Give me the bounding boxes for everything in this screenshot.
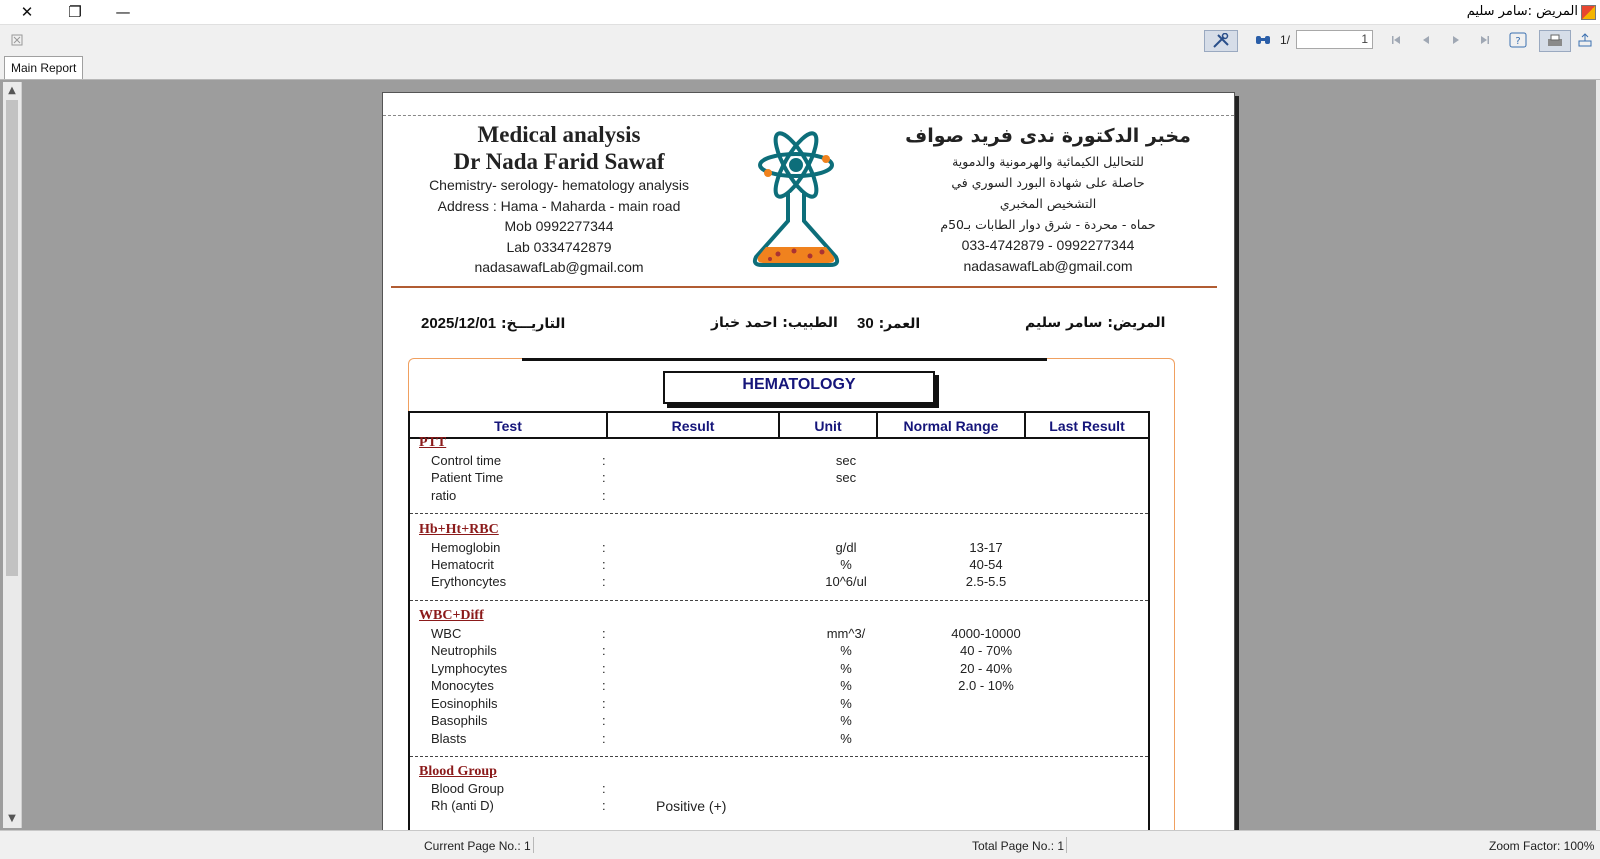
table-row: [431, 453, 1131, 470]
colon: :: [602, 540, 606, 555]
colon: :: [602, 626, 606, 641]
test-unit: %: [840, 731, 852, 746]
doctor-label: الطبيب:: [782, 315, 838, 331]
english-header: [411, 121, 707, 278]
patient-name: سامر سليم: [1025, 315, 1103, 331]
test-normal-range: 2.0 - 10%: [958, 678, 1014, 693]
col-unit: Unit: [780, 413, 878, 439]
help-icon[interactable]: [1508, 30, 1528, 50]
vertical-scrollbar[interactable]: [3, 82, 22, 828]
lab-email-ar: nadasawafLab@gmail.com: [963, 258, 1133, 274]
results-table-header: [408, 411, 1150, 439]
group-divider: [410, 756, 1148, 757]
patient-info: [1025, 315, 1165, 331]
colon: :: [602, 678, 606, 693]
scrollbar-thumb[interactable]: [6, 100, 18, 576]
test-normal-range: 20 - 40%: [959, 661, 1013, 676]
test-name: Basophils: [431, 713, 488, 728]
close-button[interactable]: [4, 0, 50, 24]
lab-line3-ar: التشخيص المخبري: [999, 196, 1097, 211]
colon: :: [602, 731, 606, 746]
lab-specialty-en: Chemistry- serology- hematology analysis: [429, 177, 689, 193]
first-page-icon[interactable]: [1388, 30, 1404, 50]
test-unit: %: [840, 713, 852, 728]
status-bar: [0, 830, 1600, 859]
table-row: [431, 678, 1131, 695]
scroll-down-icon[interactable]: ▼: [8, 812, 16, 824]
app-icon: [1581, 5, 1596, 20]
colon: :: [602, 798, 606, 813]
arabic-header: [898, 121, 1198, 277]
report-page: [382, 92, 1235, 832]
col-test: Test: [410, 413, 608, 439]
test-name: Control time: [431, 453, 502, 468]
test-unit: 10^6/ul: [825, 574, 867, 589]
table-row: [431, 798, 1131, 815]
lab-flask-logo: [738, 123, 870, 271]
page-top-dashed-line: [383, 115, 1234, 116]
table-row: [431, 731, 1131, 748]
col-normal-range: Normal Range: [878, 413, 1026, 439]
colon: :: [602, 574, 606, 589]
test-name: ratio: [431, 488, 457, 503]
doctor-name-en: Dr Nada Farid Sawaf: [453, 149, 665, 174]
lab-address-ar: حماه - محردة - شرق دوار الطابات بـ50م: [940, 217, 1156, 232]
col-result: Result: [608, 413, 780, 439]
next-page-icon[interactable]: [1448, 30, 1464, 50]
table-row: [431, 540, 1131, 557]
test-name: WBC: [431, 626, 462, 641]
right-edge-scrollbar[interactable]: [1596, 80, 1600, 830]
lab-line1-ar: للتحاليل الكيمائية والهرمونية والدموية: [952, 154, 1144, 169]
test-unit: %: [840, 661, 852, 676]
test-unit: g/dl: [835, 540, 857, 555]
current-page-status: Current Page No.: 1: [424, 839, 531, 853]
lab-phones-ar: 033-4742879 - 0992277344: [961, 237, 1135, 253]
title-bar: [0, 0, 1600, 25]
group-title-wbc: WBC+Diff: [419, 608, 484, 623]
page-number-input[interactable]: 1: [1296, 30, 1373, 49]
test-normal-range: 13-17: [969, 540, 1003, 555]
test-unit: %: [840, 557, 852, 572]
table-row: [431, 626, 1131, 643]
table-row: [431, 488, 1131, 505]
test-name: Patient Time: [431, 470, 504, 485]
age-value: 30: [857, 315, 874, 332]
lab-mobile-en: Mob 0992277344: [504, 218, 614, 235]
colon: :: [602, 557, 606, 572]
test-name: Blood Group: [431, 781, 504, 796]
test-normal-range: 40 - 70%: [959, 643, 1013, 658]
test-name: Monocytes: [431, 678, 494, 693]
window-title: المريض :سامر سليم: [1466, 4, 1578, 19]
colon: :: [602, 713, 606, 728]
test-unit: mm^3/: [826, 626, 866, 641]
tools-icon[interactable]: [1204, 30, 1238, 52]
close-report-icon[interactable]: [10, 30, 24, 50]
lab-line2-ar: حاصلة على شهادة البورد السوري في: [951, 175, 1145, 190]
table-row: [431, 781, 1131, 798]
test-name: Hemoglobin: [431, 540, 501, 555]
previous-page-icon[interactable]: [1418, 30, 1434, 50]
status-separator: [1066, 837, 1067, 853]
scroll-up-icon[interactable]: ▲: [8, 84, 16, 96]
test-unit: %: [840, 643, 852, 658]
svg-text:?: ?: [1515, 36, 1521, 47]
table-row: [431, 470, 1131, 487]
lab-email-en: nadasawafLab@gmail.com: [474, 259, 644, 276]
col-last-result: Last Result: [1026, 413, 1150, 439]
zoom-status: Zoom Factor: 100%: [1489, 839, 1595, 853]
test-normal-range: 4000-10000: [951, 626, 1021, 641]
test-name: Rh (anti D): [431, 798, 494, 813]
minimize-icon: —: [115, 3, 131, 21]
section-top-rule: [522, 358, 1047, 361]
test-normal-range: 2.5-5.5: [965, 574, 1007, 589]
colon: :: [602, 470, 606, 485]
test-name: Neutrophils: [431, 643, 497, 658]
search-icon[interactable]: [1254, 30, 1272, 50]
test-unit: sec: [835, 453, 857, 468]
lab-phone-en: Lab 0334742879: [506, 238, 612, 255]
test-result: Positive (+): [656, 798, 727, 814]
maximize-button[interactable]: [52, 0, 98, 24]
colon: :: [602, 453, 606, 468]
test-name: Blasts: [431, 731, 467, 746]
group-title-blood-group: Blood Group: [419, 764, 497, 779]
total-page-status: Total Page No.: 1: [972, 839, 1065, 853]
age-info: [857, 315, 920, 332]
section-title: HEMATOLOGY: [663, 371, 935, 404]
group-title-hb: Hb+Ht+RBC: [419, 522, 499, 537]
lab-title-ar: مخبر الدكتورة ندى فريد صواف: [905, 125, 1191, 147]
date-info: [421, 315, 565, 332]
colon: :: [602, 696, 606, 711]
print-icon[interactable]: [1539, 30, 1571, 52]
group-title-ptt: PTT: [419, 435, 447, 450]
report-tabstrip: [0, 55, 1600, 80]
minimize-button[interactable]: [100, 0, 146, 24]
group-divider: [410, 600, 1148, 601]
age-label: العمر:: [878, 316, 921, 332]
page-count-label: 1/: [1279, 33, 1290, 47]
doctor-info: [711, 315, 838, 331]
lab-title-en: Medical analysis: [477, 122, 641, 147]
close-icon: ✕: [20, 3, 34, 21]
test-unit: sec: [835, 470, 857, 485]
test-unit: %: [840, 696, 852, 711]
test-name: Eosinophils: [431, 696, 498, 711]
table-row: [431, 713, 1131, 730]
colon: :: [602, 781, 606, 796]
export-icon[interactable]: [1576, 30, 1594, 50]
colon: :: [602, 661, 606, 676]
table-row: [431, 574, 1131, 591]
test-name: Erythoncytes: [431, 574, 507, 589]
group-divider: [410, 513, 1148, 514]
patient-label: المريض:: [1107, 315, 1166, 331]
test-normal-range: 40-54: [969, 557, 1003, 572]
last-page-icon[interactable]: [1477, 30, 1493, 50]
table-row: [431, 661, 1131, 678]
test-name: Lymphocytes: [431, 661, 508, 676]
table-row: [431, 557, 1131, 574]
date-value: 2025/12/01: [421, 315, 497, 332]
test-unit: %: [840, 678, 852, 693]
report-toolbar: [0, 25, 1600, 56]
date-label: التاريـــخ:: [500, 316, 566, 332]
tab-main-report[interactable]: Main Report: [4, 56, 83, 79]
lab-address-en: Address : Hama - Maharda - main road: [437, 197, 681, 214]
test-name: Hematocrit: [431, 557, 494, 572]
colon: :: [602, 488, 606, 503]
table-row: [431, 643, 1131, 660]
doctor-name: احمد خباز: [711, 315, 778, 331]
header-divider: [391, 286, 1217, 288]
status-separator: [533, 837, 534, 853]
table-row: [431, 696, 1131, 713]
colon: :: [602, 643, 606, 658]
restore-icon: ❐: [68, 3, 82, 21]
